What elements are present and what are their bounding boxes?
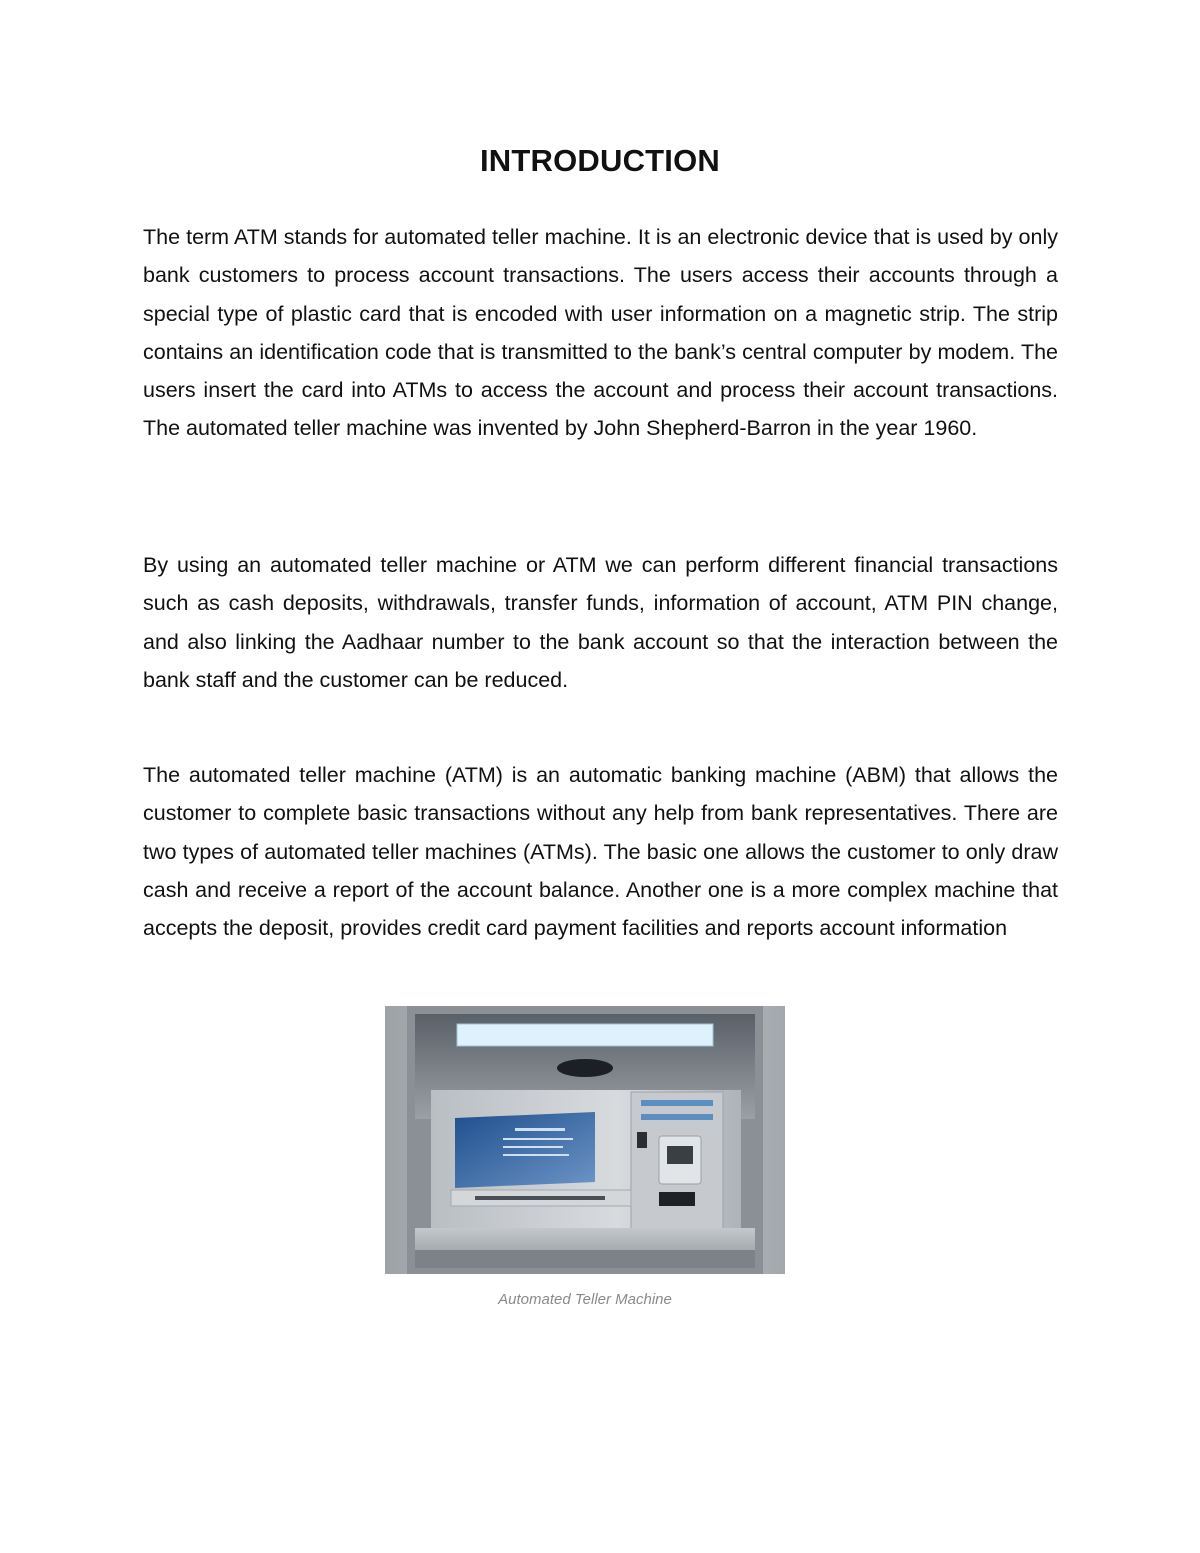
paragraph-3: The automated teller machine (ATM) is an automatic banking machine (ABM) that allows the customer to complete basic transactions without any help from bank representatives. There are two types of automated teller machines (ATMs). The basic one allows the customer to only draw cash and receive a report of the account balance. Another one is a more complex machine that accepts the deposit, provides credit card payment facilities and reports account information: [143, 763, 1058, 941]
figure-caption: Automated Teller Machine: [498, 1291, 672, 1308]
atm-image: [385, 1006, 785, 1274]
page-title: INTRODUCTION: [479, 143, 721, 178]
paragraph-1: The term ATM stands for automated teller machine. It is an electronic device that is used by only bank customers to process account transactions. The users access their accounts through a special type of plastic card that is encoded with user information on a magnetic strip. The strip contains an identification code that is transmitted to the bank’s central computer by modem. The users insert the card into ATMs to access the account and process their account transactions. The automated teller machine was invented by John Shepherd-Barron in the year 1960.: [143, 225, 1058, 441]
paragraph-2: By using an automated teller machine or ATM we can perform different financial transactions such as cash deposits, withdrawals, transfer funds, information of account, ATM PIN change, and also linking the Aadhaar number to the bank account so that the interaction between the bank staff and the customer can be reduced.: [143, 553, 1058, 692]
